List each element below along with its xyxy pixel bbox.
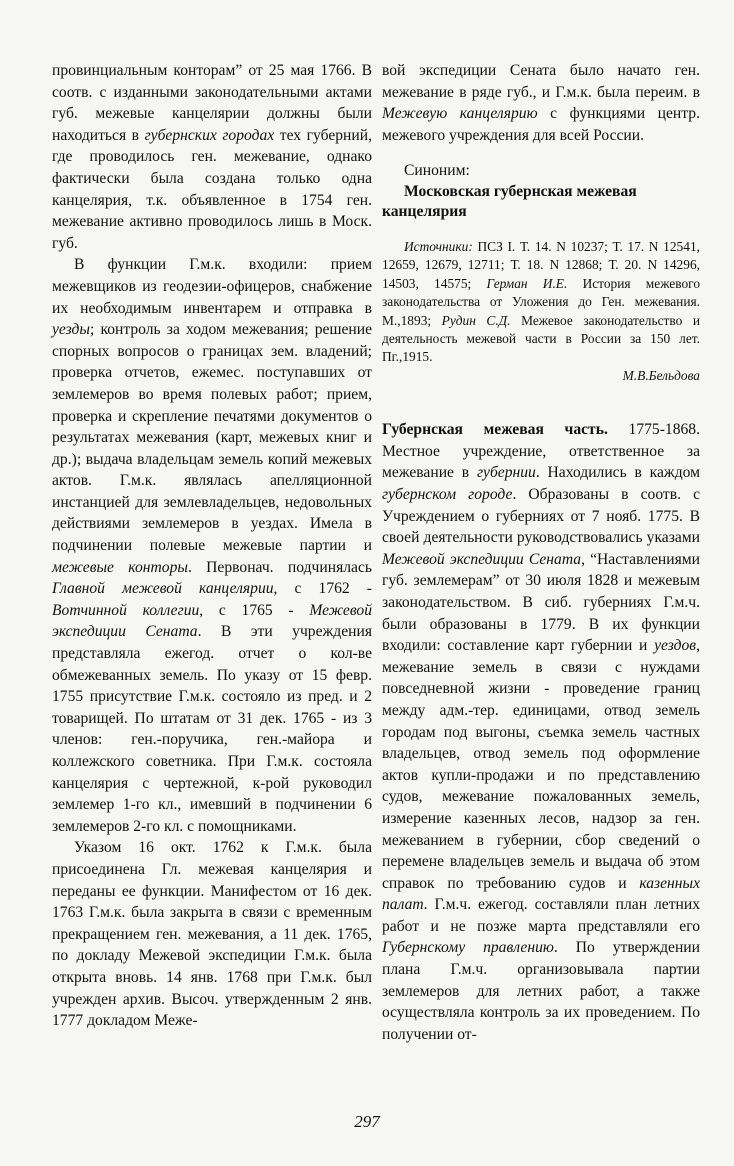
left-column (52, 60, 372, 1032)
italic-term: Межевой экспедиции Сената (52, 601, 373, 641)
entry-gubernskaya-mezhevaya-chast: Губернская межевая часть. 1775-1868. Местное учреждение, ответственное за межевание в губернии. Находились в каждом губернском городе. Образованы в соотв. с Учреждением о губерниях от 7 нояб. 1775. В своей деятельности руководствовались указами Межевой экспедиции Сената, “Наставлениями губ. землемерам” от 30 июля 1828 и межевым законодательством. В сиб. губерниях Г.м.ч. были образованы в 1779. В их функции входили: составление карт губернии и уездов, межевание земель в связи с нуждами повседневной жизни - проведение границ между адм.-тер. единицами, отвод земель городам под выгоны, съемка земель частных владельцев, отвод земель под оформление актов купли-продажи и по представлению судов, межевание пожалованных земель, измерение казенных лесов, надзор за ген. межеванием в губернии, сбор сведений о перемене владельцев земель и выдача об этом справок по требованию судов и казенных палат. Г.м.ч. ежегод. составляли план летних работ и не позже марта представляли его Губернскому правлению. По утверждении плана Г.м.ч. организовывала партии землемеров для летних работ, а также осуществляла контроль за их проведением. По получении от- (382, 421, 701, 1043)
page-number: 297 (354, 1112, 380, 1131)
bold-term: Губернская межевая часть. (382, 421, 608, 439)
italic-term: губернском городе (382, 486, 513, 503)
italic-term: Главной межевой канцелярии (52, 580, 274, 598)
italic-term: уездов (654, 637, 697, 655)
left-para-2: В функции Г.м.к. входили: прием межевщиков из геодезии-офицеров, снабжение их необходимым инвентарем и отправка в уезды; контроль за ходом межевания; решение спорных вопросов о границах зем. владений; проверка отчетов, ежемес. поступавших от землемеров во время полевых работ; прием, проверка и скрепление печатями документов о результатах межевания (карт, межевых книг и др.); выдача владельцам земель копий межевых актов. Г.м.к. являлась апелляционной инстанцией для землевладельцев, недовольных действиями землемеров в уездах. Имела в подчинении полевые межевые партии и межевые конторы. Первонач. подчинялась Главной межевой канцелярии, с 1762 - Вотчинной коллегии, с 1765 - Межевой экспедиции Сената. В эти учреждения представляла ежегод. отчет о кол-ве обмежеванных земель. По указу от 15 февр. 1755 присутствие Г.м.к. состояло из пред. и 2 товарищей. По штатам от 31 дек. 1765 - из 3 членов: ген.-поручика, ген.-майора и коллежского советника. При Г.м.к. состояла канцелярия с чертежной, к-рой руководил землемер 1-го кл., имевший в подчинении 6 землемеров 2-го кл. с помощниками. (52, 256, 373, 835)
sources-paragraph: Источники: ПСЗ I. Т. 14. N 10237; Т. 17. N 12541, 12659, 12679, 12711; Т. 18. N 12868; Т. 20. N 14296, 14503, 14575; Герман И.Е. История межевого законодательства от Уложения до Ген. межевания. М.,1893; Рудин С.Д. Межевое законодательство и деятельность межевой части в России за 150 лет. Пг.,1915. (382, 238, 701, 365)
italic-term: Герман И.Е. (486, 275, 568, 291)
italic-term: Источники: (404, 238, 473, 254)
italic-term: Рудин С.Д. (441, 312, 511, 328)
left-para-1: провинциальным конторам” от 25 мая 1766. В соотв. с изданными законодательными актами губ. межевые канцелярии должны были находиться в губернских городах тех губерний, где проводилось ген. межевание, однако фактически была создана только одна канцелярия, т.к. объявленное в 1754 ген. межевание активно проводилось лишь в Моск. губ. (52, 62, 372, 252)
italic-term: Вотчинной коллегии (52, 601, 200, 619)
italic-term: казенных палат (382, 874, 700, 914)
italic-term: межевые конторы (52, 558, 188, 576)
right-continuation: вой экспедиции Сената было начато ген. межевание в ряде губ., и Г.м.к. была переим. в Межевую канцелярию с функциями центр. межевого учреждения для всей России. (382, 62, 700, 144)
left-para-3: Указом 16 окт. 1762 к Г.м.к. была присоединена Гл. межевая канцелярия и переданы ее функции. Манифестом от 16 дек. 1763 Г.м.к. была закрыта в связи с временным прекращением ген. межевания, а 11 дек. 1765, по докладу Межевой экспедиции Г.м.к. была открыта вновь. 14 янв. 1768 при Г.м.к. был учрежден архив. Высоч. утвержденным 2 янв. 1777 докладом Меже- (52, 839, 372, 1030)
synonym-label: Синоним: (404, 162, 470, 180)
italic-term: Межевой экспедиции Сената (382, 550, 582, 568)
article-author: М.В.Бельдова (622, 367, 700, 383)
italic-term: губернии (476, 464, 536, 482)
italic-term: уезды (52, 321, 90, 339)
right-column (382, 60, 700, 1045)
italic-term: Межевую канцелярию (382, 105, 538, 123)
synonym-name: Московская губернская межевая канцелярия (382, 182, 637, 220)
italic-term: Губернскому правлению (382, 939, 554, 957)
italic-term: губернских городах (144, 126, 275, 144)
